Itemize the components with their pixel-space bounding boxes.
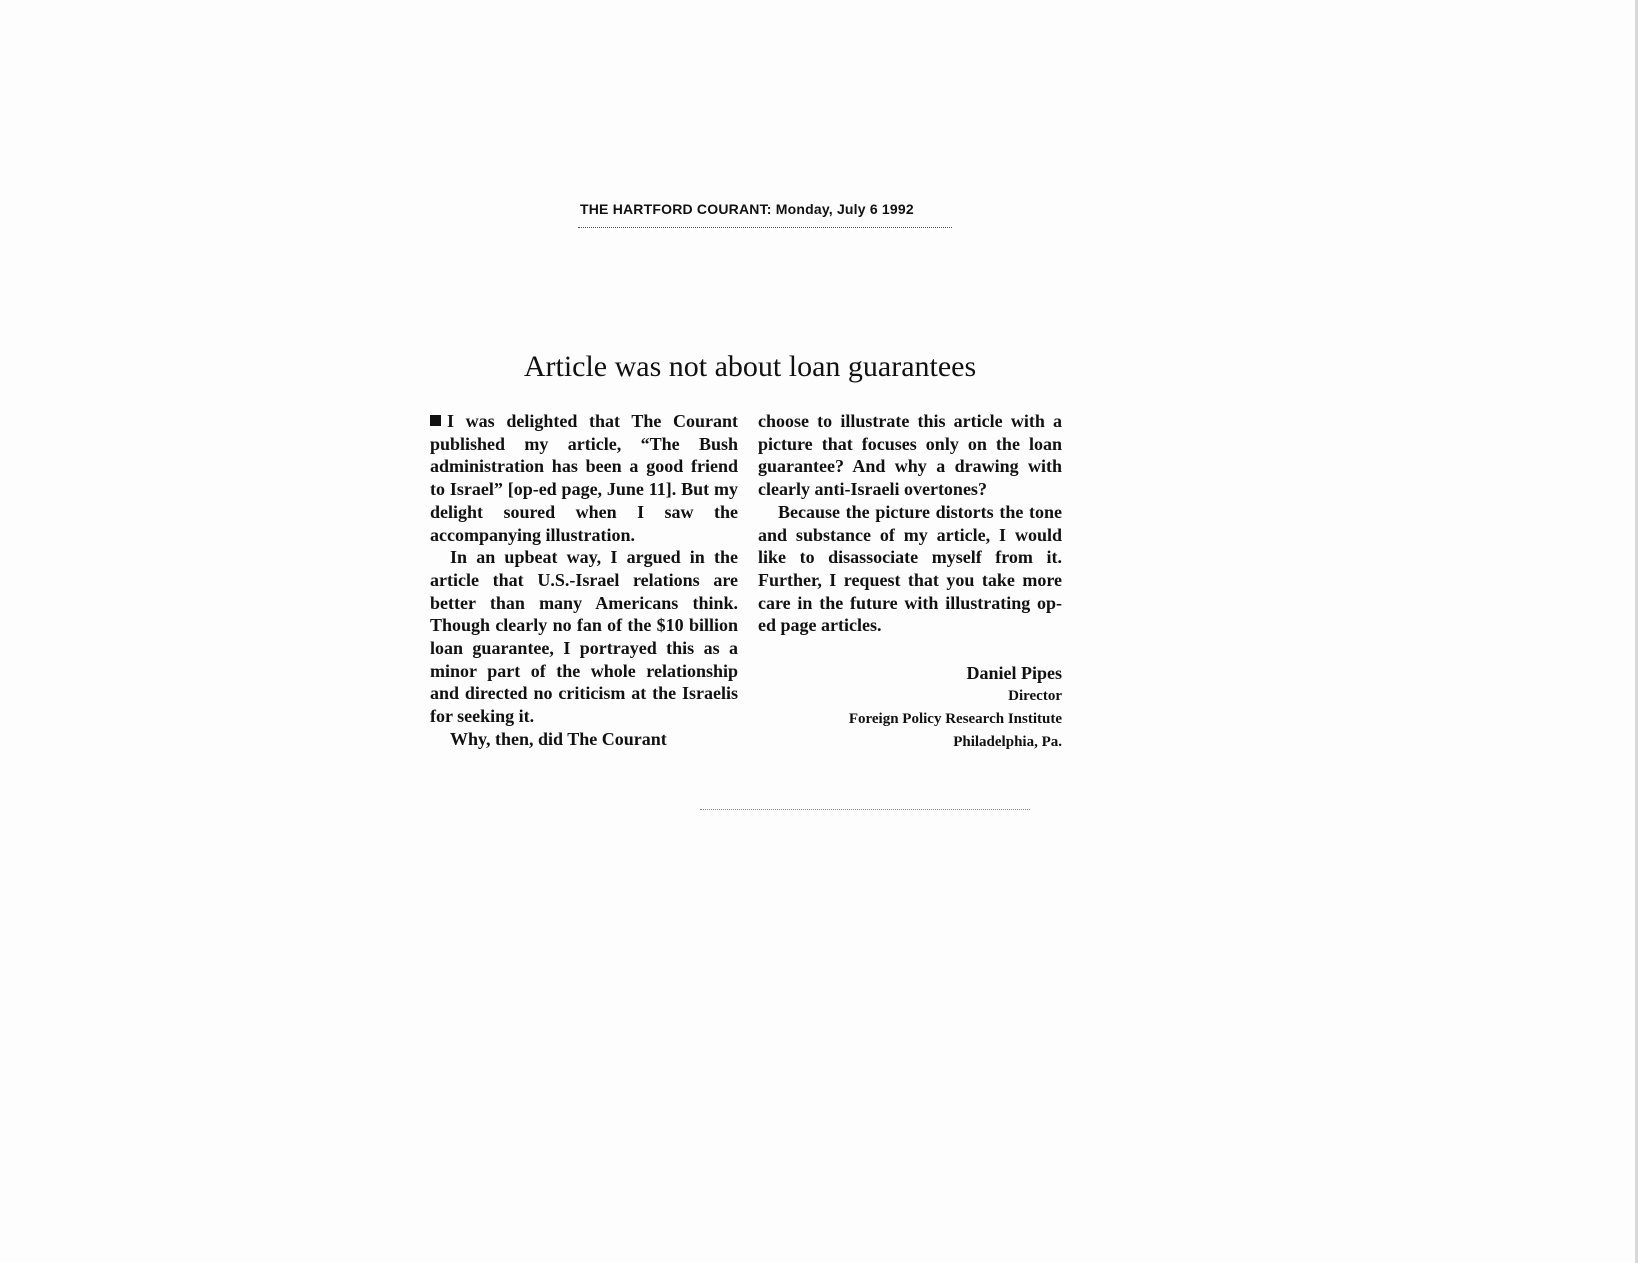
letter-column-left	[430, 410, 738, 751]
letter-headline: Article was not about loan guarantees	[523, 350, 977, 383]
paragraph-2: In an upbeat way, I argued in the article that U.S.-Israel relations are better than many Americans think. Though clearly no fan of the $10 billion loan guarantee, I portrayed this as a minor part of the whole relationship and directed no criticism at the Israelis for seeking it.	[430, 547, 738, 727]
author-location: Philadelphia, Pa.	[953, 734, 1062, 751]
paragraph-4: Because the picture distorts the tone and substance of my article, I would like to disassociate myself from it. Further, I request that you take more care in the future with illustrating op-ed page articles.	[758, 501, 1062, 636]
letter-column-right	[758, 410, 1062, 754]
paragraph-1: I was delighted that The Courant published my article, “The Bush administration has been a good friend to Israel” [op-ed page, June 11]. But my delight soured when I saw the accompanying illustration.	[430, 411, 738, 545]
author-title: Director	[1008, 688, 1062, 705]
signature-block	[758, 661, 1062, 754]
dateline-rule	[578, 227, 952, 228]
paragraph-3: Why, then, did The Courant	[450, 728, 667, 749]
author-name: Daniel Pipes	[966, 663, 1062, 684]
bottom-rule	[700, 809, 1030, 810]
author-organization: Foreign Policy Research Institute	[848, 711, 1062, 728]
newspaper-dateline: THE HARTFORD COURANT: Monday, July 6 1992	[580, 201, 914, 217]
paragraph-3-continued: choose to illustrate this article with a picture that focuses only on the loan guarantee? And why a drawing with clearly anti-Israeli overtones?	[758, 411, 1062, 500]
